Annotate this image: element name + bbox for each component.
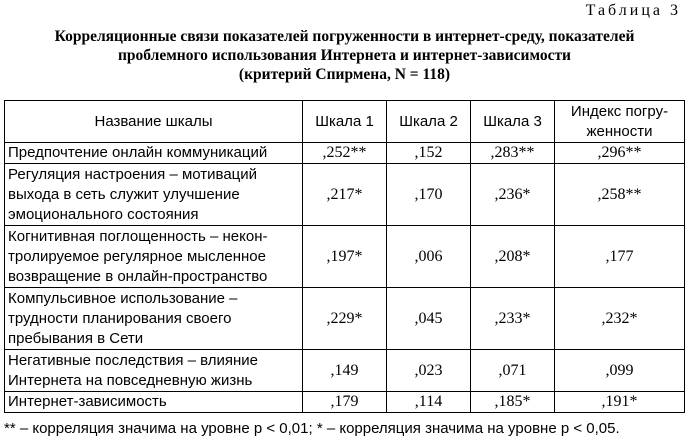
cell-scale-1: ,252** [303,143,387,164]
title-line-1: Корреляционные связи показателей погруженности в интернет-среду, показателей [54,28,635,45]
table-title [0,27,689,84]
header-scale-name: Название шкалы [5,101,303,143]
cell-scale-1: ,217* [303,164,387,226]
header-scale-3: Шкала 3 [471,101,555,143]
cell-scale-1: ,229* [303,288,387,350]
cell-scale-3: ,283** [471,143,555,164]
table-number-label: Таблица 3 [585,2,681,19]
table-header-row [5,101,685,143]
row-scale-name: Негативные последствия – влияние Интернета на повседневную жизнь [5,350,303,392]
cell-scale-1: ,179 [303,392,387,413]
cell-scale-3: ,233* [471,288,555,350]
cell-scale-3: ,208* [471,226,555,288]
correlation-table [4,100,685,413]
cell-scale-2: ,045 [387,288,471,350]
title-line-3: (критерий Спирмена, N = 118) [238,66,451,83]
cell-scale-2: ,023 [387,350,471,392]
cell-scale-3: ,185* [471,392,555,413]
cell-immersion-index: ,099 [555,350,685,392]
cell-scale-3: ,236* [471,164,555,226]
table-row [5,392,685,413]
table-footnote: ** – корреляция значима на уровне p < 0,01; * – корреляция значима на уровне p < 0,05. [4,420,620,437]
title-line-2: проблемного использования Интернета и интернет-зависимости [117,47,571,64]
table-row [5,164,685,226]
cell-immersion-index: ,191* [555,392,685,413]
row-scale-name: Интернет-зависимость [5,392,303,413]
cell-scale-1: ,149 [303,350,387,392]
cell-immersion-index: ,177 [555,226,685,288]
header-immersion-index: Индекс погру-женности [555,101,685,143]
header-scale-1: Шкала 1 [303,101,387,143]
cell-scale-3: ,071 [471,350,555,392]
cell-immersion-index: ,258** [555,164,685,226]
cell-immersion-index: ,296** [555,143,685,164]
table-row [5,350,685,392]
row-scale-name: Регуляция настроения – мотиваций выхода в сеть служит улучшение эмоционального состояния [5,164,303,226]
table-row [5,288,685,350]
row-scale-name: Предпочтение онлайн коммуникаций [5,143,303,164]
table-row [5,143,685,164]
cell-scale-2: ,152 [387,143,471,164]
row-scale-name: Когнитивная поглощенность – некон-тролируемое регулярное мысленное возвращение в онлайн-пространство [5,226,303,288]
cell-immersion-index: ,232* [555,288,685,350]
cell-scale-2: ,170 [387,164,471,226]
cell-scale-2: ,006 [387,226,471,288]
cell-scale-2: ,114 [387,392,471,413]
cell-scale-1: ,197* [303,226,387,288]
row-scale-name: Компульсивное использование – трудности планирования своего пребывания в Сети [5,288,303,350]
table-row [5,226,685,288]
header-scale-2: Шкала 2 [387,101,471,143]
